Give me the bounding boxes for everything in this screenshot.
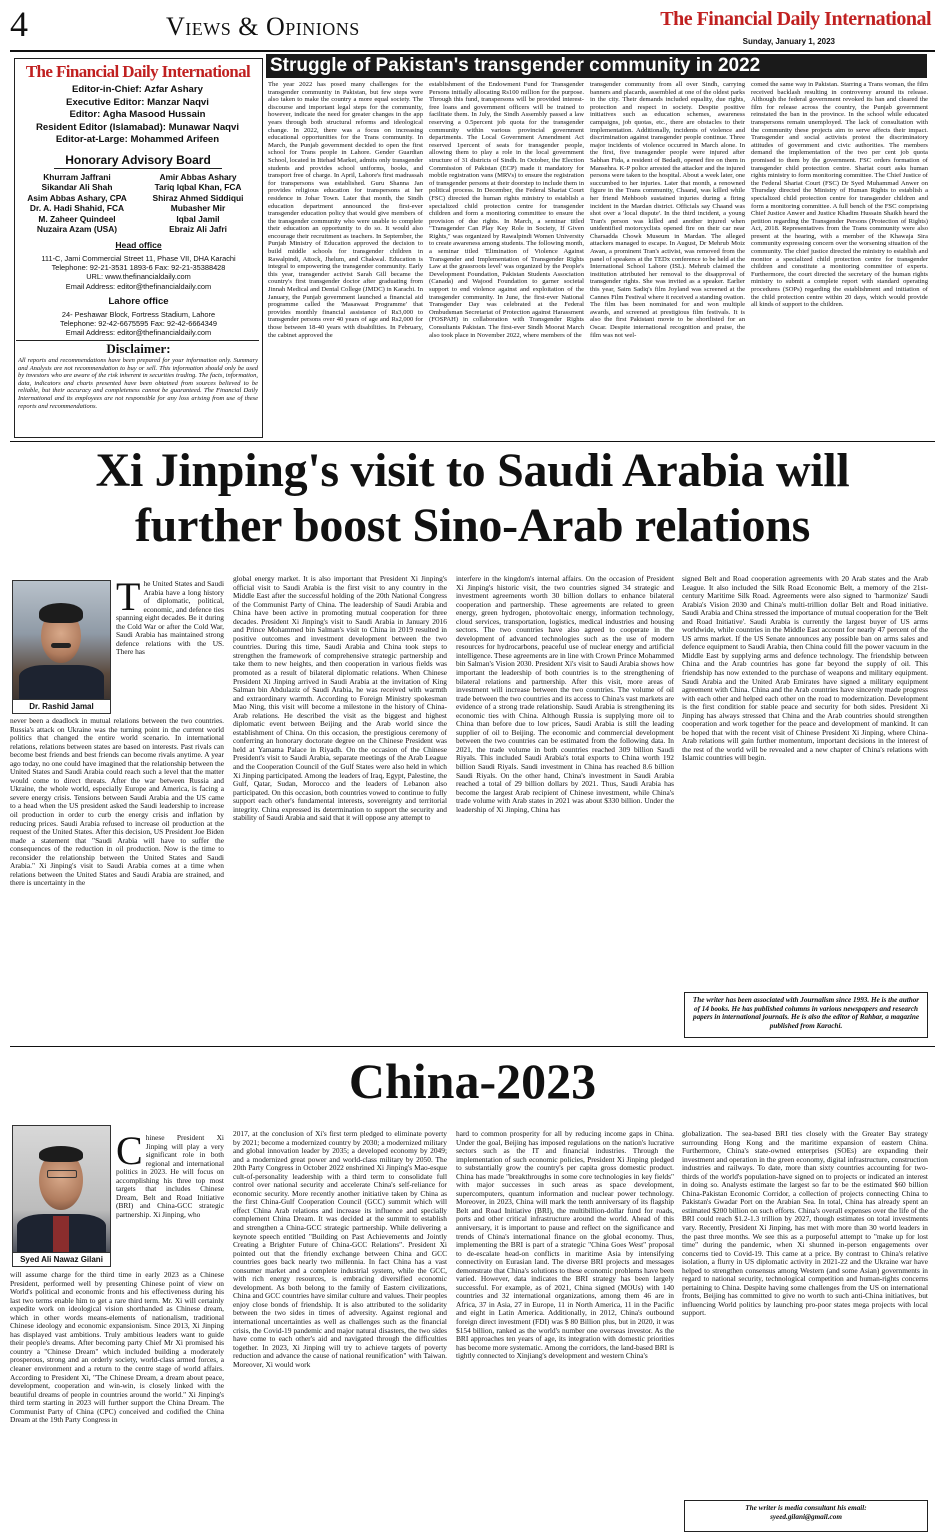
section-title: Views & Opinions — [166, 12, 360, 41]
page-number: 4 — [10, 4, 28, 44]
article3-bio — [684, 1500, 928, 1532]
article2-column-3: interfere in the kingdom's internal affairs. On the occasion of President Xi Jinping's historic visit, the two countries signed 34 strategic and investment agreements worth 30 billion dollars to enhance bilateral cooperation and partnership. These agreements are related to green energy, green hydrogen, photovoltaic energy, information technology, cloud services, transportation, logistics, medical industries and housing sectors. The two countries have also agreed to cooperate in the development of advanced technologies such as the use of modern resources for hydrocarbons, peaceful use of nuclear energy and artificial intelligence. These agreements are in line with Crown Prince Mohammed bin Salman's Vision 2030. President Xi's visit to Saudi Arabia shows how important the leadership of both countries is to the strengthening of bilateral relations and partnership. After this visit, more areas of investment will increase between the two countries. The volume of oil trade between the two countries and its access to China's vast markets are evidence of a strong trade relationship. Saudi Arabia is strengthening its economic ties with China. Although Russia is supplying more oil to China than before due to low prices, Saudi Arabia is still the leading supplier of oil to Beijing. The economic and commercial development between the two countries can be estimated from the following data. In 2021, the trade volume in both countries reached 309 billion Saudi Riyals. This included Saudi Arabia's total exports to China worth 192 billion Saudi Riyals. Saudi investment in China has reached 8.6 billion Saudi Riyals. On the other hand, China's investment in Saudi Arabia reached a total of 29 billion dollars by 2021. Thus, Saudi Arabia has become the largest Arab recipient of Chinese investment, while China's trade volume with Arab states in 2021 was about $330 billion. Under the leadership of Xi Jinping, China has — [456, 575, 674, 814]
header-rule — [10, 50, 935, 52]
article2-headline-line1: Xi Jinping's visit to Saudi Arabia will — [95, 444, 850, 497]
staff-editor-in-chief: Editor-in-Chief: Azfar Ashary — [72, 84, 203, 95]
article1-column-1: The year 2022 has posed many challenges for the transgender community in Pakistan, but few steps were also taken to make the country a more equal society. The discourse and important legal steps for the community, however, indicate the need for greater changes in the app years through both structural reforms and ideological change. In 2022, there was a focus on increasing educational opportunities for the Trans community. In March, the Punjab government decided to open the first school for Trans people in Lahore. Gender Guardian School, located in Ittehad Market, admits only transgender students and provides school uniforms, books, and transport free of charge. In April, Lahore's first madrassah for transpersons was established. Guru Shanna Jan provides religious education for transpersons at her residence in Johar Town. Later that month, the Sindh education department announced the first-ever transgender education policy that would give members of the transgender community who were unable to complete their education an opportunity to do so. It would also encourage their recruitment as teachers. In September, the Punjab Ministry of Education approved the decision to build middle schools for transgender children in Rawalpindi, Attock, Jhelum, and Chakwal. Education is integral to empowering the transgender community. Early this year, transgender activist Sarah Gill became the country's first transgender doctor after graduating from Jinnah Medical and Dental College (JMDC) in Karachi. In January, the Punjab government launched a financial aid programme called the 'Masawaat Programme' that provides monthly financial assistance of Rs3,000 to transgender persons over 40 years of age and Rs2,000 for those between 18-40 years with disabilities. In February, the cabinet approved the — [268, 81, 423, 339]
staff-list — [16, 84, 259, 147]
article3-bio-line1: The writer is media consultant his email: — [745, 1504, 867, 1512]
address-line: 111-C, Jami Commercial Street 11, Phase VII, DHA Karachi — [41, 254, 236, 263]
staff-editor: Editor: Agha Masood Hussain — [69, 109, 206, 121]
author-photo — [12, 1125, 111, 1267]
article2-intro-text: he United States and Saudi Arabia have a long history of diplomatic, political, economic, and defence ties spanning eight decades. Be it during the Cold War or after the Cold War, Saudi Arabia has maintained strong defence relations with the US. There has — [116, 580, 224, 657]
lahore-office-address — [16, 310, 261, 338]
board-member: M. Zaheer Quindeel — [38, 213, 116, 224]
article2-headline-line2: further boost Sino-Arab relations — [134, 499, 810, 552]
article2-column-4: signed Belt and Road cooperation agreements with 20 Arab states and the Arab League. It also included the Silk Road Economic Belt, a memory of the 21st-century Maritime Silk Road. Agreements were also signed to 'harmonize' Saudi Arabia's Vision 2030 and China's multi-trillion dollar Belt and Road initiative. Saudi Arabia and China stressed the importance of mutual cooperation for the 'Belt and Road Initiative'. Saudi Arabia is currently the largest buyer of US arms worldwide, while countries in the Middle East account for nearly 47 percent of the US arms market. If the US Senate announces any possible ban on arms sales and defence equipment to Saudi Arabia, then China could fill the power vacuum in the Middle East by supplying arms and defence technology. The friendship between China and the Arab countries has gone far beyond the supply of oil. This friendship has now extended to the purchase of weapons and military equipment. Saudi Arabia and the United Arab Emirates have signed a military equipment agreement with China. China and the Arab countries have sincerely made progress with each other and helped each other on the road to modernization. Development is the first condition for stable peace and security for both sides. President Xi Jinping has always stressed that China and the Arab countries should strengthen cooperation and work together for the peace and development of mankind. It can be hoped that with the recent visit of Chinese President Xi Jinping, where China-Arab relations will gain further momentum, important decisions in the interest of the rest of the world will be revealed and a new chapter of China's relations with Islamic countries will begin. — [682, 575, 928, 763]
head-office-title: Head office — [115, 240, 162, 250]
staff-resident-editor: Resident Editor (Islamabad): Munawar Naqvi — [35, 121, 240, 133]
board-member: Khurram Jaffrani — [43, 172, 111, 182]
phone-line: Telephone: 92-21-3531 1893-6 Fax: 92-21-35388428 — [51, 263, 226, 273]
board-member: Nuzaira Azam (USA) — [36, 224, 118, 235]
phone-line: Telephone: 92-42-6675595 Fax: 92-42-6664349 — [60, 319, 217, 329]
article2-intro — [116, 580, 224, 715]
board-member: Tariq Iqbal Khan, FCA — [154, 182, 242, 193]
article2-headline — [0, 443, 945, 553]
board-member: Mubasher Mir — [170, 203, 226, 214]
url-line: URL: www.thefinancialdaily.com — [86, 272, 191, 282]
article2-bio: The writer has been associated with Journalism since 1993. He is the author of 14 books. He has published columns in various newspapers and research papers in international journals. He is also the editor of Rahbar, a magazine published from Karachi. — [684, 992, 928, 1038]
lahore-office-title: Lahore office — [108, 296, 169, 307]
author-photo — [12, 580, 111, 714]
article2-rule — [10, 1046, 935, 1047]
staff-executive-editor: Executive Editor: Manzar Naqvi — [66, 96, 209, 108]
article3-intro — [116, 1134, 224, 1269]
board-member: Asim Abbas Ashary, CPA — [27, 192, 127, 203]
board-member: Dr. A. Hadi Shahid, FCA — [29, 203, 125, 214]
board-member: Amir Abbas Ashary — [159, 172, 237, 182]
article3-intro-text: hinese President Xi Jinping will play a very significant role in both regional and international politics in 2023. He will focus on accomplishing his three top most targets that includes Chinese Dream, Belt and Road Initiative (BRI) and China-GCC strategic partnership. Xi Jinping, who — [116, 1134, 224, 1219]
article1-column-4: comed the same way in Pakistan. Starring a Trans woman, the film received backlash resulting in controversy around its release. Although the federal government revoked its ban and cleared the film for release across the country, the Punjab government reinstated the ban in the province. In the school while educated transpersons remain unemployed. The lack of consultation with the community these projects aim to serve affects their impact. Transgender and social activists protest the discriminatory attitudes of government and civic authorities. The members demand the implementation of the two per cent job quota promised to them by the government. FSC orders formation of transgender child protection centre. Shariat court asks human rights ministry to form monitoring committee. The Chief Justice of the Federal Shariat Court (FSC) Dr Syed Muhammad Anwer on Thursday directed the Ministry of Human Rights to establish a specialized child protection centre for transgender children and form a monitoring committee. A full bench of the FSC comprising Chief Justice Anwer and Justice Khadim Hussain Shaikh heard the petition regarding the Transgender Persons (Protection of Rights) Act, 2018. Representatives from the Trans community were also present at the hearing, with a member of the Khawaja Sira community expressing concern over the worsening situation of the community. The chief justice directed the ministry to establish and monitor a specialized child protection centre for transgender children and constitute a monitoring committee of experts. Furthermore, the court directed the secretary of the human rights ministry to submit a complete report with standard operating procedures (SOPs) regarding the establishment and initiation of the child protection centre within 20 days, which would provide all kinds of support to the children. — [751, 81, 928, 309]
author-name: Dr. Rashid Jamal — [13, 699, 110, 713]
article3-column-2: 2017, at the conclusion of Xi's first term pledged to eliminate poverty by 2021; become a modernized country by 2030; a modernized military and global innovation leader by 2035; a developed economy by 2049; and a modernized great power and world-class military by 2050. The 20th Party Congress in October 2022 enshrined Xi Jinping's Mao-esque cult-of-personality leadership with a third term to consolidate full control over national security and accelerate China's self-reliance for economic security. More recently another initiative taken by China as the first China-Gulf Cooperation Council (GCC) summit which will effect China Arab relations and increase its influence and specially complement China Dream. It was decided at the summit to establish and strengthen a China-GCC strategic partnership. While delivering a keynote speech entitled "Building on Past Achievements and Jointly Creating a Brighter Future of China-GCC Relations". President Xi pointed out that the friendly exchange between China and GCC countries goes back nearly two millennia. In fact China has a vast consumer market and a complete industrial system, while the GCC, with rich energy resources, is embracing diversified economic development. As both belong to the family of Eastern civilizations, China and GCC countries have similar culture and values. Their peoples enjoy close bonds of friendship. It is also attributed to the solidarity between the two sides in times of adversity. Against regional and international uncertainties as well as challenges such as the financial crisis, the Covid-19 pandemic and major natural disasters, the two sides have come to each other's aid and navigated through the difficulties together. In 2023, Xi Jinping will try to achieve targets of poverty reduction and advance the cause of national reunification" with Taiwan. Moreover, Xi would work — [233, 1130, 447, 1369]
article2-column-2: global energy market. It is also important that President Xi Jinping's official visit to Saudi Arabia is the first visit to any country in the Middle East after the successful holding of the 20th National Congress of the Communist Party of China. The leadership of Saudi Arabia and China have been active in promoting mutual cooperation for three decades. President Xi Jinping's visit to Saudi Arabia in January 2016 and Prince Mohammed bin Salman's visit to China in 2019 resulted in positive outcomes and investment development between the two countries. During this time, Saudi Arabia and China took steps to strengthen the framework of comprehensive strategic partnership and take them to new heights, and then cooperation in various fields was promoted as a result of bilateral diplomatic relations. When Chinese President Xi Jinping arrived in Saudi Arabia at the invitation of King Salman bin Abdulaziz of Saudi Arabia, he was received with warmth and extraordinary warmth. According to Foreign Ministry spokesman Mao Ning, this visit will become a milestone in the history of China-Arab relations. He described the visit as the biggest and highest diplomatic event between Beijing and the Arab world since the establishment of China. On this occasion, the prestigious ceremony of conferring an honorary doctorate degree on the Chinese President was held at Yamama Palace in Riyadh. On the occasion of the Chinese President's visit to Saudi Arabia, separate meetings of the Arab League and the Cooperation Council of the Gulf States were also held in which Xi Jinping participated. Among the leaders of Iraq, Egypt, Palestine, the Gulf, Qatar, Sudan, Morocco and the leaders of Lebanon also participated. On this occasion, both countries vowed to continue to fully support each other's fundamental interests, sovereignty and territorial integrity. China expressed its determination to support the security and stability of Saudi Arabia and said that it will oppose any attempt to — [233, 575, 447, 823]
issue-date: Sunday, January 1, 2023 — [742, 37, 835, 46]
address-line: 24- Peshawar Block, Fortress Stadium, Lahore — [61, 310, 216, 319]
masthead-paper-name: The Financial Daily International — [25, 62, 251, 81]
article3-bio-email: syeed.gilani@gmail.com — [770, 1512, 842, 1521]
email-line: Email Address: editor@thefinancialdaily.com — [65, 328, 212, 338]
article3-dropcap: C — [116, 1134, 143, 1173]
disclaimer-text: All reports and recommendations have been prepared for your information only. Summary and Analysis are not recommendation to buy or sell. This information should only be used by investors who are aware of the risk inherent in securities trading. The facts, information, data, indicators and charts presented have been obtained from sources believed to be reliable, but their accuracy and completeness cannot be guaranteed. The Financial Daily International and its employees are not responsible for any loss arising from use of these reports and recommendations. — [18, 357, 258, 410]
board-member: Ebraiz Ali Jafri — [169, 224, 227, 235]
board-member: Shiraz Ahmed Siddiqui — [152, 192, 244, 203]
article3-headline: China-2023 — [348, 1053, 597, 1109]
board-member: Sikandar Ali Shah — [41, 182, 113, 193]
author-name: Syed Ali Nawaz Gilani — [13, 1252, 110, 1266]
article3-column-3: hard to common prosperity for all by reducing income gaps in China. Under the goal, Beijing has imposed regulations on the nation's lucrative sectors such as the IT and financial industries. Through the implementation of such economic policies, President Xi Jinping pledged to substantially grow the country's per capita gross domestic product. China has made "breakthroughs in some core technologies in key fields" with major successes in such areas as space development, supercomputers, quantum information and nuclear power technology. Moreover, in 2023, China will mark the tenth anniversary of its flagship Belt and Road Initiative (BRI), the multibillion-dollar fund for roads, ports and other critical infrastructure around the world. Ahead of this anniversary, it is important to pause and reflect on the significance and trends of China's international finance on the global economy. Thus, implementing the BRI is part of a strategic "China Goes West" proposal to de-escalate head-on conflicts in maritime Asia by intensifying connectivity on Eurasian land. The diverse BRI projects and messages demonstrate that China's solutions to these economic problems have been varied. However, data indicates the BRI strategy has been largely successful. For example, as of 2021, China signed (MOUs) with 140 countries and 32 international organizations, among them 46 are in Africa, 37 in Asia, 27 in Europe, 11 in North America, 11 in the Pacific and eight in Latin America. Additionally, in 2012, China's outbound foreign direct investment (FDI) was $ 80 Billion plus, but in 2020, it was $154 billion, ranked as the world's number one overseas investor. As the BRI approaches ten years of age, its integration with domestic priorities has become more systematic. Among the corridors, the land-based BRI is tightly connected to Xinjiang's development and western China's — [456, 1130, 674, 1361]
article1-headline: Struggle of Pakistan's transgender community in 2022 — [270, 55, 761, 76]
article2-column-1: never been a deadlock in mutual relations between the two countries. Russia's attack on Ukraine was the turning point in the current world politics that changed the entire world scenario. In international relations, relations between states are based on interests. Past rivals can become best friends and best friends can become rivals anytime. A year ago today, no one could have imagined that the relationship between the United States and Saudi Arabia could reach such a level that the matter would come to direct threats. After the war between Russia and Ukraine, the whole world, especially Europe and America, is facing a severe energy crisis. Tensions between Saudi Arabia and the US came to a head when the US president asked the Saudi leadership to increase oil production in order to curb the energy crisis and inflation by reducing prices. Saudi Arabia refused to increase oil production at the request of the United States. After this decision, US President Joe Biden made a statement that "Saudi Arabia will have to suffer the consequences of the reduction in oil production. Now is the time to reconsider the relationship between the United States and Saudi Arabia." Xi Jinping's visit to Saudi Arabia comes at a time when relations between the United States and Saudi Arabia are strained, and there is uncertainty in the — [10, 717, 224, 888]
staff-editor-at-large: Editor-at-Large: Mohammed Arifeen — [55, 134, 220, 146]
advisory-board-right — [138, 172, 258, 234]
article1-column-3: transgender community from all over Sindh, carrying banners and placards, assembled at one of the oldest parks in the city. Their demands included equality, due rights, protection and respect in society. Despite positive initiatives such as education schemes, awareness campaigns, job quotas, etc., there are obstacles to their implementation. Additionally, incidents of violence and discrimination against transgender people continue. Three major incidents of violence occurred in March alone. In the first, five transgender people were injured after Sabhan Fida, a resident of Bedadi, opened fire on them in Mansehra. K-P police arrested the attacker and the injured persons were taken to the hospital. About a week later, one succumbed to her injuries. Later that month, a renowned figure in the Trans community, Chaand, was killed while her friend Mehboob sustained injuries during a firing incident in the Mardan district. Officials say Chaand was shot over a 'local dispute'. In the third incident, a young Tran's person was killed and another injured when unidentified motorcyclists opened fire on their car near Charsadda Chowk Museum in Mardan. The alleged attackers managed to escape. In August, Dr Mehrub Moiz Awan, a prominent Tran's activist, was removed from the panel of speakers at the TEDx conference to be held at the International School Lahore (ISL). Mehrub claimed the institution attributed her removal to the disapproval of transgender rights. She was invited as a speaker. Earlier this year, Saim Sadiq's film Joyland was screened at the Cannes Film Festival where it received a standing ovation. The film has been nominated for and won multiple awards, and screened at prestigious film festivals. It is also the first Pakistani movie to be shortlisted for an Oscar. Despite international recognition and praise, the film was not wel- — [590, 81, 745, 339]
head-office-address — [16, 254, 261, 291]
advisory-board-left — [18, 172, 136, 234]
article2-dropcap: T — [116, 580, 141, 619]
advisory-board-title: Honorary Advisory Board — [54, 153, 222, 169]
email-line: Email Address: editor@thefinancialdaily.com — [65, 281, 212, 291]
disclaimer-title: Disclaimer: — [106, 341, 171, 356]
article3-column-1: will assume charge for the third time in early 2023 as a Chinese President, performed well by presenting Chinese point of view on World's political and economic fronts and his effectiveness during his last two terms enable him to get a rare third term. Mr. Xi will certainly expedite work on ideological vision shorthanded as Chinese dream, which in other words means-elements of nationalism, traditional Chinese ideology and economic expansionism. Since 2013, Xi Jinping has displayed vast ambitions. Truly ambitious leaders want to guide their people's dreams. After becoming party Chief Mr Xi promised his country a "Chinese Dream" which included building a moderately prosperous, strong and an orderly society, world-class armed forces, a cleaner environment and a return to the centre stage of world affairs. According to President Xi, "The Chinese Dream, a dream about peace, development, cooperation and win-win, is closely linked with the beautiful dreams of people in countries around the world." Xi Jinping's third term starting in 2023 will further support the China Dream. The Communist Party of China (CPC) conceived and codified the China Dream at the 19th Party Congress in — [10, 1271, 224, 1425]
paper-name-top: The Financial Daily International — [660, 8, 931, 30]
article1-rule — [10, 441, 935, 442]
article3-column-4: globalization. The sea-based BRI ties closely with the Greater Bay strategy surrounding Hong Kong and the maritime expansion of eastern China. Furthermore, China's state-owned enterprises (SOEs) are expanding their investment and operation in the green economy, digital infrastructure, construction industries and railways. To date, more than sixty countries accounting for two-thirds of the world's population-have signed on to projects or indicated an interest in doing so. Analysts estimate the largest so far to be the estimated $60 billion China-Pakistan Economic Corridor, a collection of projects connecting China to Pakistan's Gwadar Port on the Arabian Sea. In total, China has already spent an estimated $200 billion on such efforts. China's overall expenses over the life of the BRI could reach $1.2-1.3 trillion by 2027, though estimates on total investments vary. Recently, President Xi Jinping, has met with more than 30 world leaders in the past three months. We see this as a purposeful attempt to "make up for lost time" during the pandemic, when Xi shunned in-person engagements over concerns tied to Covid-19. This came at a price. By contrast to China's relative isolation, a flurry in US diplomatic activity in 2021-22 and the Ukraine war have helped to strengthen consensus among Western (and some Asian) governments in regard to national security, technological competition and human-rights concerns pertaining to China. Despite having some challenges from the US on international fronts, Beijing has committed to give no worth to such anti-China initiatives, but influencing World politics by launching pro-poor states mega projects with local support. — [682, 1130, 928, 1318]
board-member: Iqbal Jamil — [176, 213, 220, 224]
article1-column-2: establishment of the Endowment Fund for Transgender Persons initially allocating Rs100 million for the purpose. Through this fund, transpersons will be provided interest-free loans and government officers will be trained to facilitate them. In July, the Sindh Assembly passed a law reserving a 0.5percent job quota for the transgender community within various provincial government departments. The Local Government Amendment Act reserved 1percent of seats for transgender people, allowing them to play a role in the local government structure of 31 districts of Sindh. In October, the Election Commission of Pakistan (ECP) made it mandatory for mobile registration vans (MRVs) to ensure the registration of transgender persons at their doorstep to include them in political process. In December, the Federal Shariat Court (FSC) directed the human rights ministry to establish a specialized child protection centre for transgender children and form a monitoring committee to ensure the provision of due rights. In March, a seminar titled "Transgender Can Play Key Role in Society, If Given Rights," was organized by Rawalpindi Women University to create awareness among students. The following month, a seminar titled 'Elimination of Violence Against Transgender and Implementation of Transgender Rights Law at the grassroots level' was organized by the People's Development Foundation, Pakistan Students Association (Canada) and Wajood Foundation to garner societal support to end violence against and exploitation of the transgender community. In June, the first-ever National Transgender Day was celebrated at the Federal Ombudsman Secretariat of Protection against Harassment (FOSPAH) in collaboration with Transgender Rights Consultants Pakistan. The first-ever Sindh Moorat March also took place in November 2022, where members of the — [429, 81, 584, 339]
